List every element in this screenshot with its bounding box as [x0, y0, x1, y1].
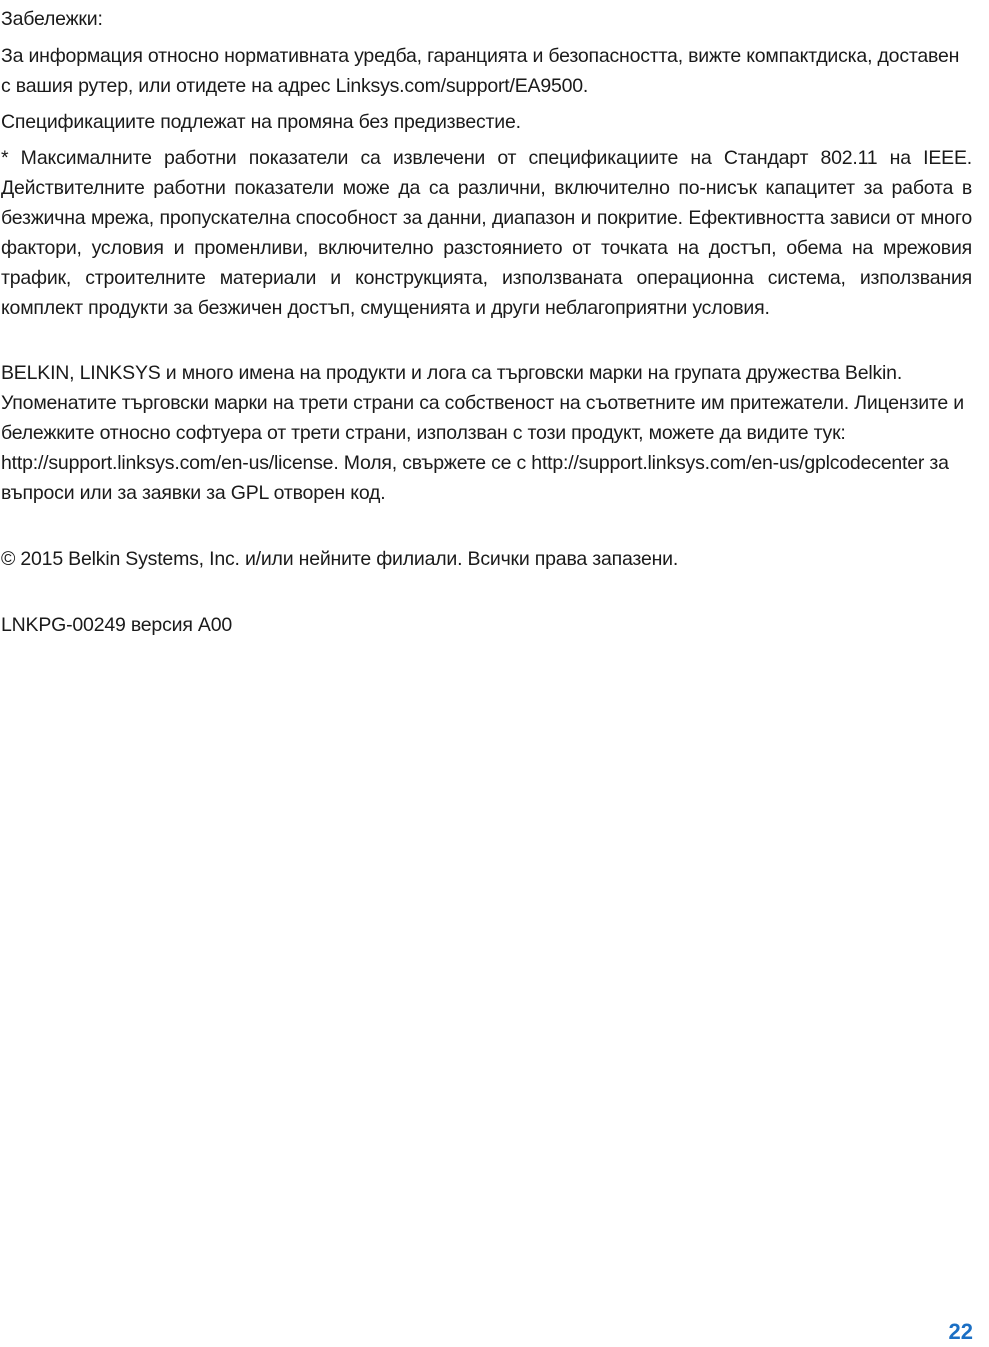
trademarks-paragraph: BELKIN, LINKSYS и много имена на продукти и лога са търговски марки на групата дружества Belkin. Упоменатите търговски марки на трети страни са собственост на съответните им притежатели. Лицензите и бележките относно софтуера от трети страни, използван с този продукт, можете да видите тук: http://support.linksys.com/en-us/license. Моля, свържете се с http://support.linksys.com/en-us/gplcodecenter за въпроси или за заявки за GPL отворен код. [1, 362, 964, 504]
performance-disclaimer-paragraph: * Максималните работни показатели са извлечени от спецификациите на Стандарт 802.11 на IEEE. Действителните работни показатели може да са различни, включително по-нисък капацитет за работа в безжична мрежа, пропускателна способност за данни, диапазон и покритие. Ефективността зависи от много фактори, условия и променливи, включително разстоянието от точката на достъп, обема на мрежовия трафик, строителните материали и конструкцията, използваната операционна система, използвания комплект продукти за безжичен достъп, смущенията и други неблагоприятни условия. [1, 147, 972, 319]
page-number: 22 [948, 1319, 973, 1344]
copyright-line: © 2015 Belkin Systems, Inc. и/или нейните филиали. Всички права запазени. [1, 548, 679, 570]
document-version-line: LNKPG-00249 версия A00 [1, 614, 232, 636]
regulatory-info-paragraph: За информация относно нормативната уредба, гаранцията и безопасността, вижте компактдиска, доставен с вашия рутер, или отидете на адрес Linksys.com/support/EA9500. [1, 45, 960, 97]
specifications-notice: Спецификациите подлежат на промяна без предизвестие. [1, 111, 521, 133]
notes-heading: Забележки: [1, 8, 103, 30]
page-content [1, 4, 972, 640]
